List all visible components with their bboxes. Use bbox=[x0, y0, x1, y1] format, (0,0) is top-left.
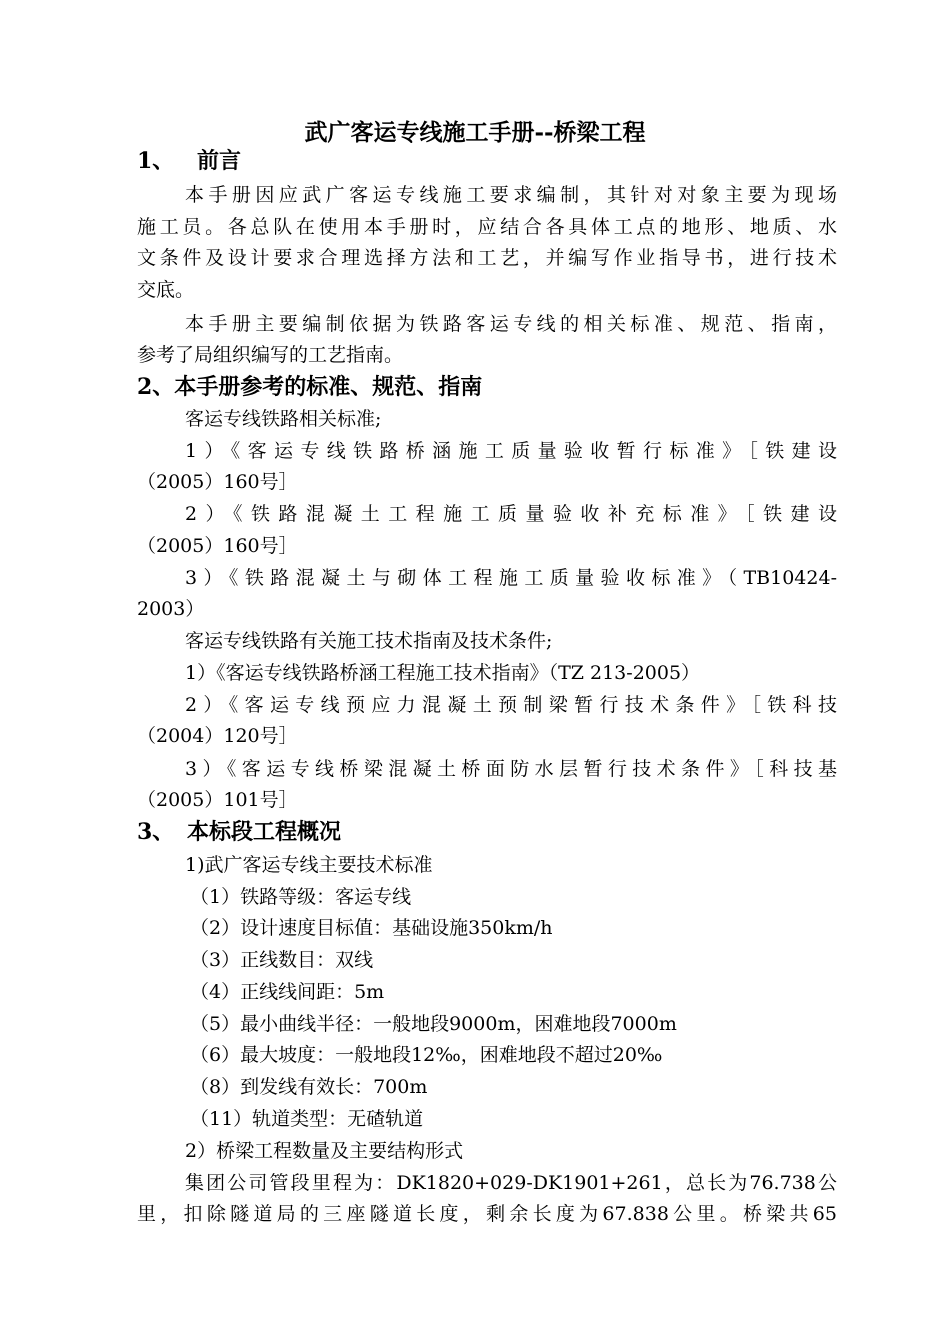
paragraph-line: 施工员。各总队在使用本手册时，应结合各具体工点的地形、地质、水 bbox=[137, 216, 837, 238]
list-item: 1）《客运专线铁路桥涵施工质量验收暂行标准》［铁建设 bbox=[185, 440, 837, 462]
paragraph-line: 里，扣除隧道局的三座隧道长度，剩余长度为67.838公里。桥梁共65 bbox=[137, 1203, 837, 1225]
section-3-heading bbox=[137, 817, 341, 847]
paragraph-line: 本手册主要编制依据为铁路客运专线的相关标准、规范、指南， bbox=[185, 313, 837, 335]
list-item-continuation: （2004）120号］ bbox=[137, 725, 298, 747]
section-1-number: 1、 bbox=[137, 148, 175, 174]
list-item-continuation: （2005）101号］ bbox=[137, 789, 298, 811]
paragraph-line: 集团公司管段里程为：DK1820+029-DK1901+261，总长为76.738公 bbox=[185, 1172, 837, 1194]
list-group-label: 客运专线铁路相关标准; bbox=[185, 408, 382, 430]
spec-item: （3）正线数目：双线 bbox=[190, 949, 374, 971]
list-item: 1）《客运专线铁路桥涵工程施工技术指南》（TZ 213-2005） bbox=[185, 662, 701, 684]
spec-item: （5）最小曲线半径：一般地段9000m，困难地段7000m bbox=[190, 1013, 677, 1035]
paragraph-line: 文条件及设计要求合理选择方法和工艺，并编写作业指导书，进行技术 bbox=[137, 247, 837, 269]
spec-item: （11）轨道类型：无碴轨道 bbox=[190, 1108, 424, 1130]
list-group-label: 客运专线铁路有关施工技术指南及技术条件; bbox=[185, 630, 553, 652]
list-item-continuation: （2005）160号］ bbox=[137, 535, 298, 557]
section-1-heading bbox=[137, 146, 241, 176]
subsection-title: 1)武广客运专线主要技术标准 bbox=[185, 854, 433, 876]
list-item-continuation: （2005）160号］ bbox=[137, 471, 298, 493]
spec-item: （2）设计速度目标值：基础设施350km/h bbox=[190, 917, 553, 939]
spec-item: （8）到发线有效长：700m bbox=[190, 1076, 428, 1098]
list-item: 2）《客运专线预应力混凝土预制梁暂行技术条件》［铁科技 bbox=[185, 694, 837, 716]
subsection-title: 2）桥梁工程数量及主要结构形式 bbox=[185, 1140, 464, 1162]
section-2-heading: 2、本手册参考的标准、规范、指南 bbox=[137, 374, 483, 400]
list-item: 3）《客运专线桥梁混凝土桥面防水层暂行技术条件》［科技基 bbox=[185, 758, 837, 780]
paragraph-line: 本手册因应武广客运专线施工要求编制，其针对对象主要为现场 bbox=[185, 184, 837, 206]
spec-item: （1）铁路等级：客运专线 bbox=[190, 886, 412, 908]
section-3-title: 本标段工程概况 bbox=[187, 819, 342, 845]
list-item-continuation: 2003） bbox=[137, 598, 205, 620]
section-3-number: 3、 bbox=[137, 819, 175, 845]
document-title: 武广客运专线施工手册--桥梁工程 bbox=[304, 119, 646, 146]
spec-item: （4）正线线间距：5m bbox=[190, 981, 385, 1003]
section-1-title: 前言 bbox=[197, 148, 242, 174]
list-item: 3）《铁路混凝土与砌体工程施工质量验收标准》（TB10424- bbox=[185, 567, 837, 589]
paragraph-line: 参考了局组织编写的工艺指南。 bbox=[137, 344, 404, 366]
spec-item: （6）最大坡度：一般地段12‰，困难地段不超过20‰ bbox=[190, 1044, 663, 1066]
list-item: 2）《铁路混凝土工程施工质量验收补充标准》［铁建设 bbox=[185, 503, 837, 525]
paragraph-line: 交底。 bbox=[137, 279, 195, 301]
